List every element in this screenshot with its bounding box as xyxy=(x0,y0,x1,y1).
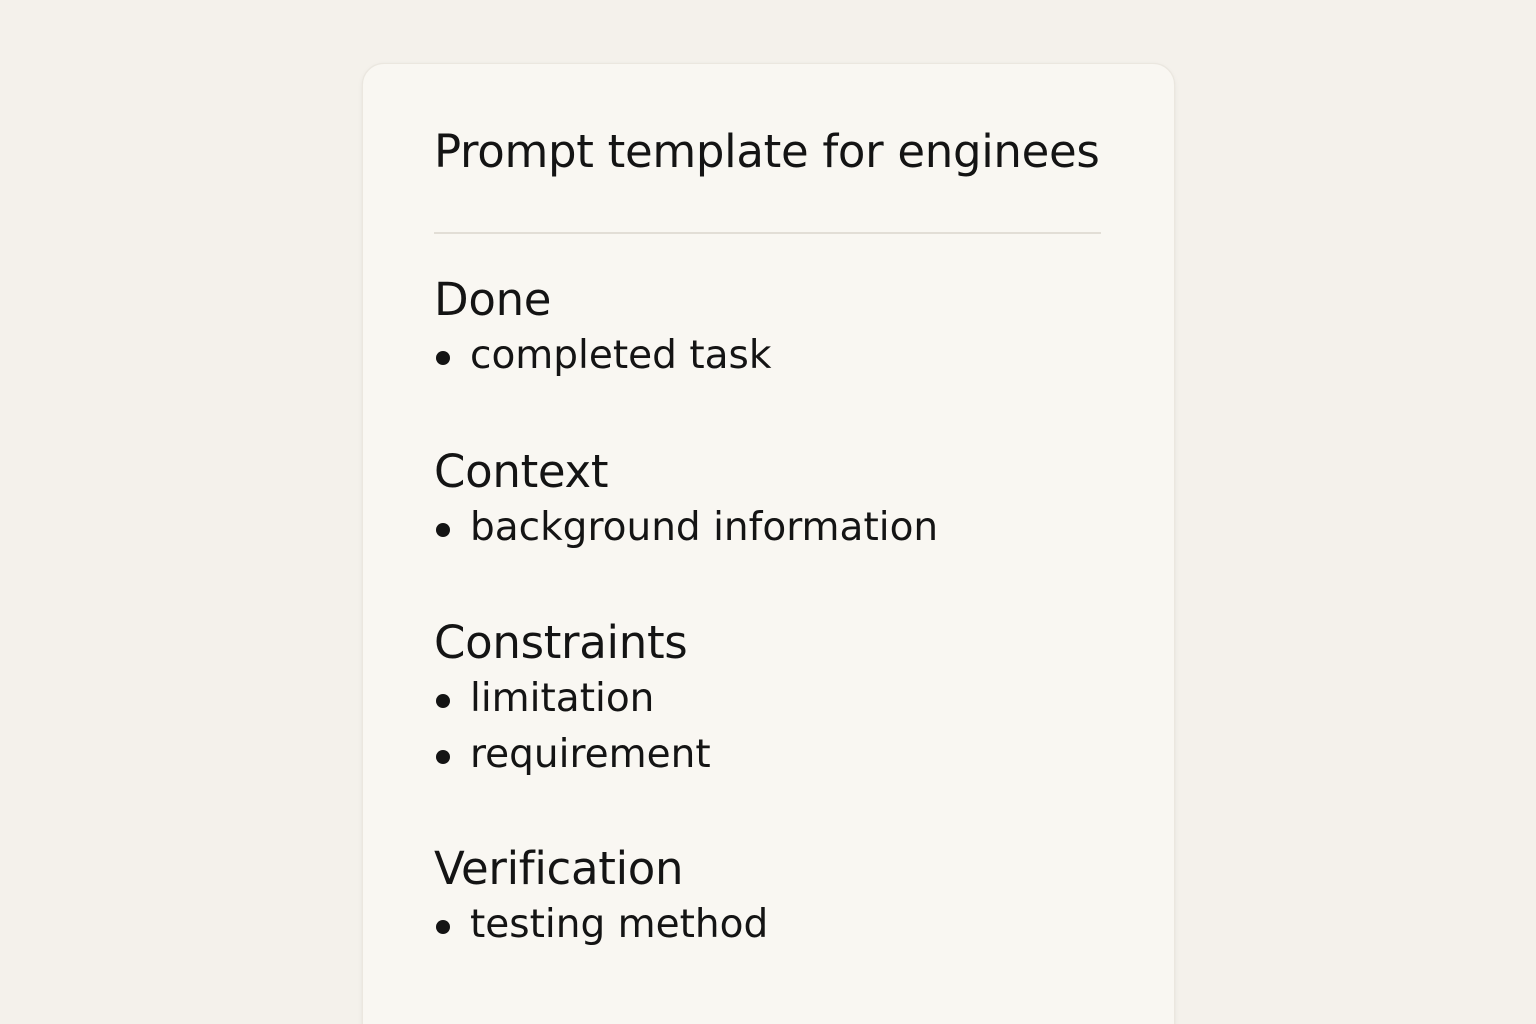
bullet-list-context xyxy=(434,500,938,556)
bullet-list-constraints xyxy=(434,671,711,783)
bullet-dot-icon xyxy=(436,750,450,764)
section-heading-constraints: Constraints xyxy=(434,616,688,669)
section-heading-context: Context xyxy=(434,445,609,498)
template-card xyxy=(362,63,1175,1024)
bullet-dot-icon xyxy=(436,351,450,365)
section-heading-done: Done xyxy=(434,273,552,326)
bullet-dot-icon xyxy=(436,694,450,708)
list-item-text: testing method xyxy=(470,902,769,947)
section-constraints xyxy=(434,615,711,783)
card-title: Prompt template for enginees xyxy=(434,125,1100,178)
list-item-text: completed task xyxy=(470,333,772,378)
bullet-list-done xyxy=(434,328,771,384)
section-heading-verification: Verification xyxy=(434,842,684,895)
section-verification xyxy=(434,841,768,953)
bullet-dot-icon xyxy=(436,523,450,537)
list-item xyxy=(434,727,711,783)
bullet-list-verification xyxy=(434,897,768,953)
list-item xyxy=(434,671,711,727)
list-item-text: limitation xyxy=(470,676,655,721)
list-item xyxy=(434,500,938,556)
list-item-text: requirement xyxy=(470,732,711,777)
section-context xyxy=(434,444,938,556)
list-item xyxy=(434,897,768,953)
list-item-text: background information xyxy=(470,505,939,550)
list-item xyxy=(434,328,771,384)
title-divider xyxy=(434,232,1101,234)
section-done xyxy=(434,272,771,384)
bullet-dot-icon xyxy=(436,920,450,934)
